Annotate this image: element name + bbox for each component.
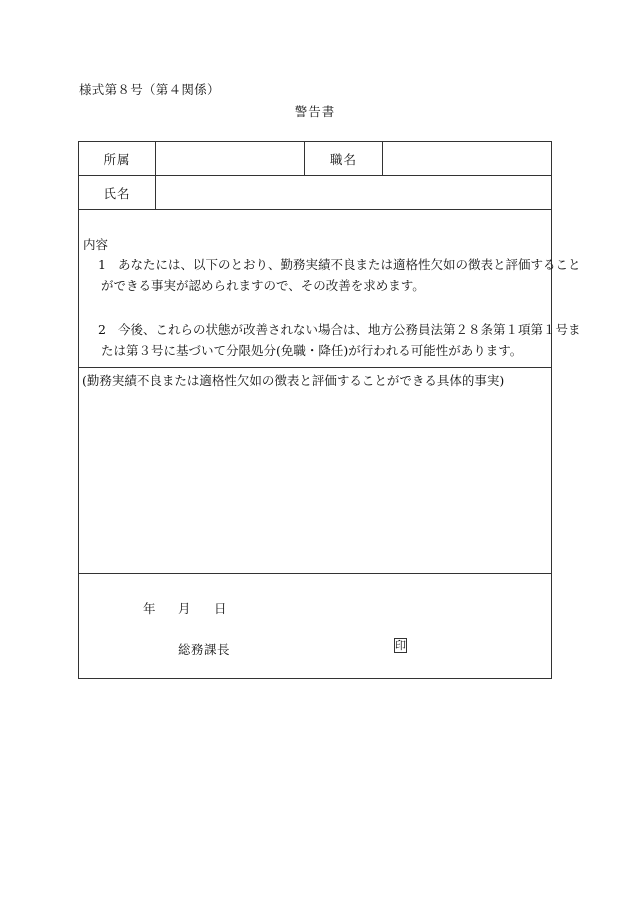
affiliation-row (79, 142, 551, 176)
content-item-1-line-2: ができる事実が認められますので、その改善を求めます。 (101, 278, 425, 293)
facts-section[interactable] (79, 368, 551, 574)
document-title: 警告書 (294, 104, 336, 119)
name-label-cell (79, 176, 156, 209)
position-field[interactable] (383, 142, 551, 175)
signature-section (79, 574, 551, 678)
position-label: 職名 (329, 151, 357, 167)
date-year-label: 年 (143, 601, 156, 616)
date-month-label: 月 (178, 601, 191, 616)
name-row (79, 176, 551, 210)
date-day-label: 日 (214, 601, 227, 616)
content-item-2-number: 2 (98, 322, 106, 337)
position-label-cell (305, 142, 383, 175)
affiliation-label-cell (79, 142, 156, 175)
affiliation-label: 所属 (103, 151, 131, 167)
affiliation-field[interactable] (156, 142, 305, 175)
name-label: 氏名 (103, 185, 131, 201)
form-number: 様式第８号（第４関係） (79, 82, 220, 97)
signer-title: 総務課長 (178, 642, 231, 657)
seal-mark: 印 (395, 639, 406, 652)
content-section (79, 210, 581, 368)
warning-form (78, 141, 581, 679)
content-item-2-line-2: たは第３号に基づいて分限処分(免職・降任)が行われる可能性があります。 (101, 343, 523, 358)
name-field[interactable] (156, 176, 551, 209)
content-heading: 内容 (83, 237, 109, 252)
content-item-1-number: 1 (98, 257, 106, 272)
content-item-2-line-1: 今後、これらの状態が改善されない場合は、地方公務員法第２８条第１項第１号ま (118, 322, 581, 337)
facts-heading: (勤務実績不良または適格性欠如の徴表と評価することができる具体的事実) (82, 373, 505, 388)
content-item-1-line-1: あなたには、以下のとおり、勤務実績不良または適格性欠如の徴表と評価すること (118, 257, 581, 272)
